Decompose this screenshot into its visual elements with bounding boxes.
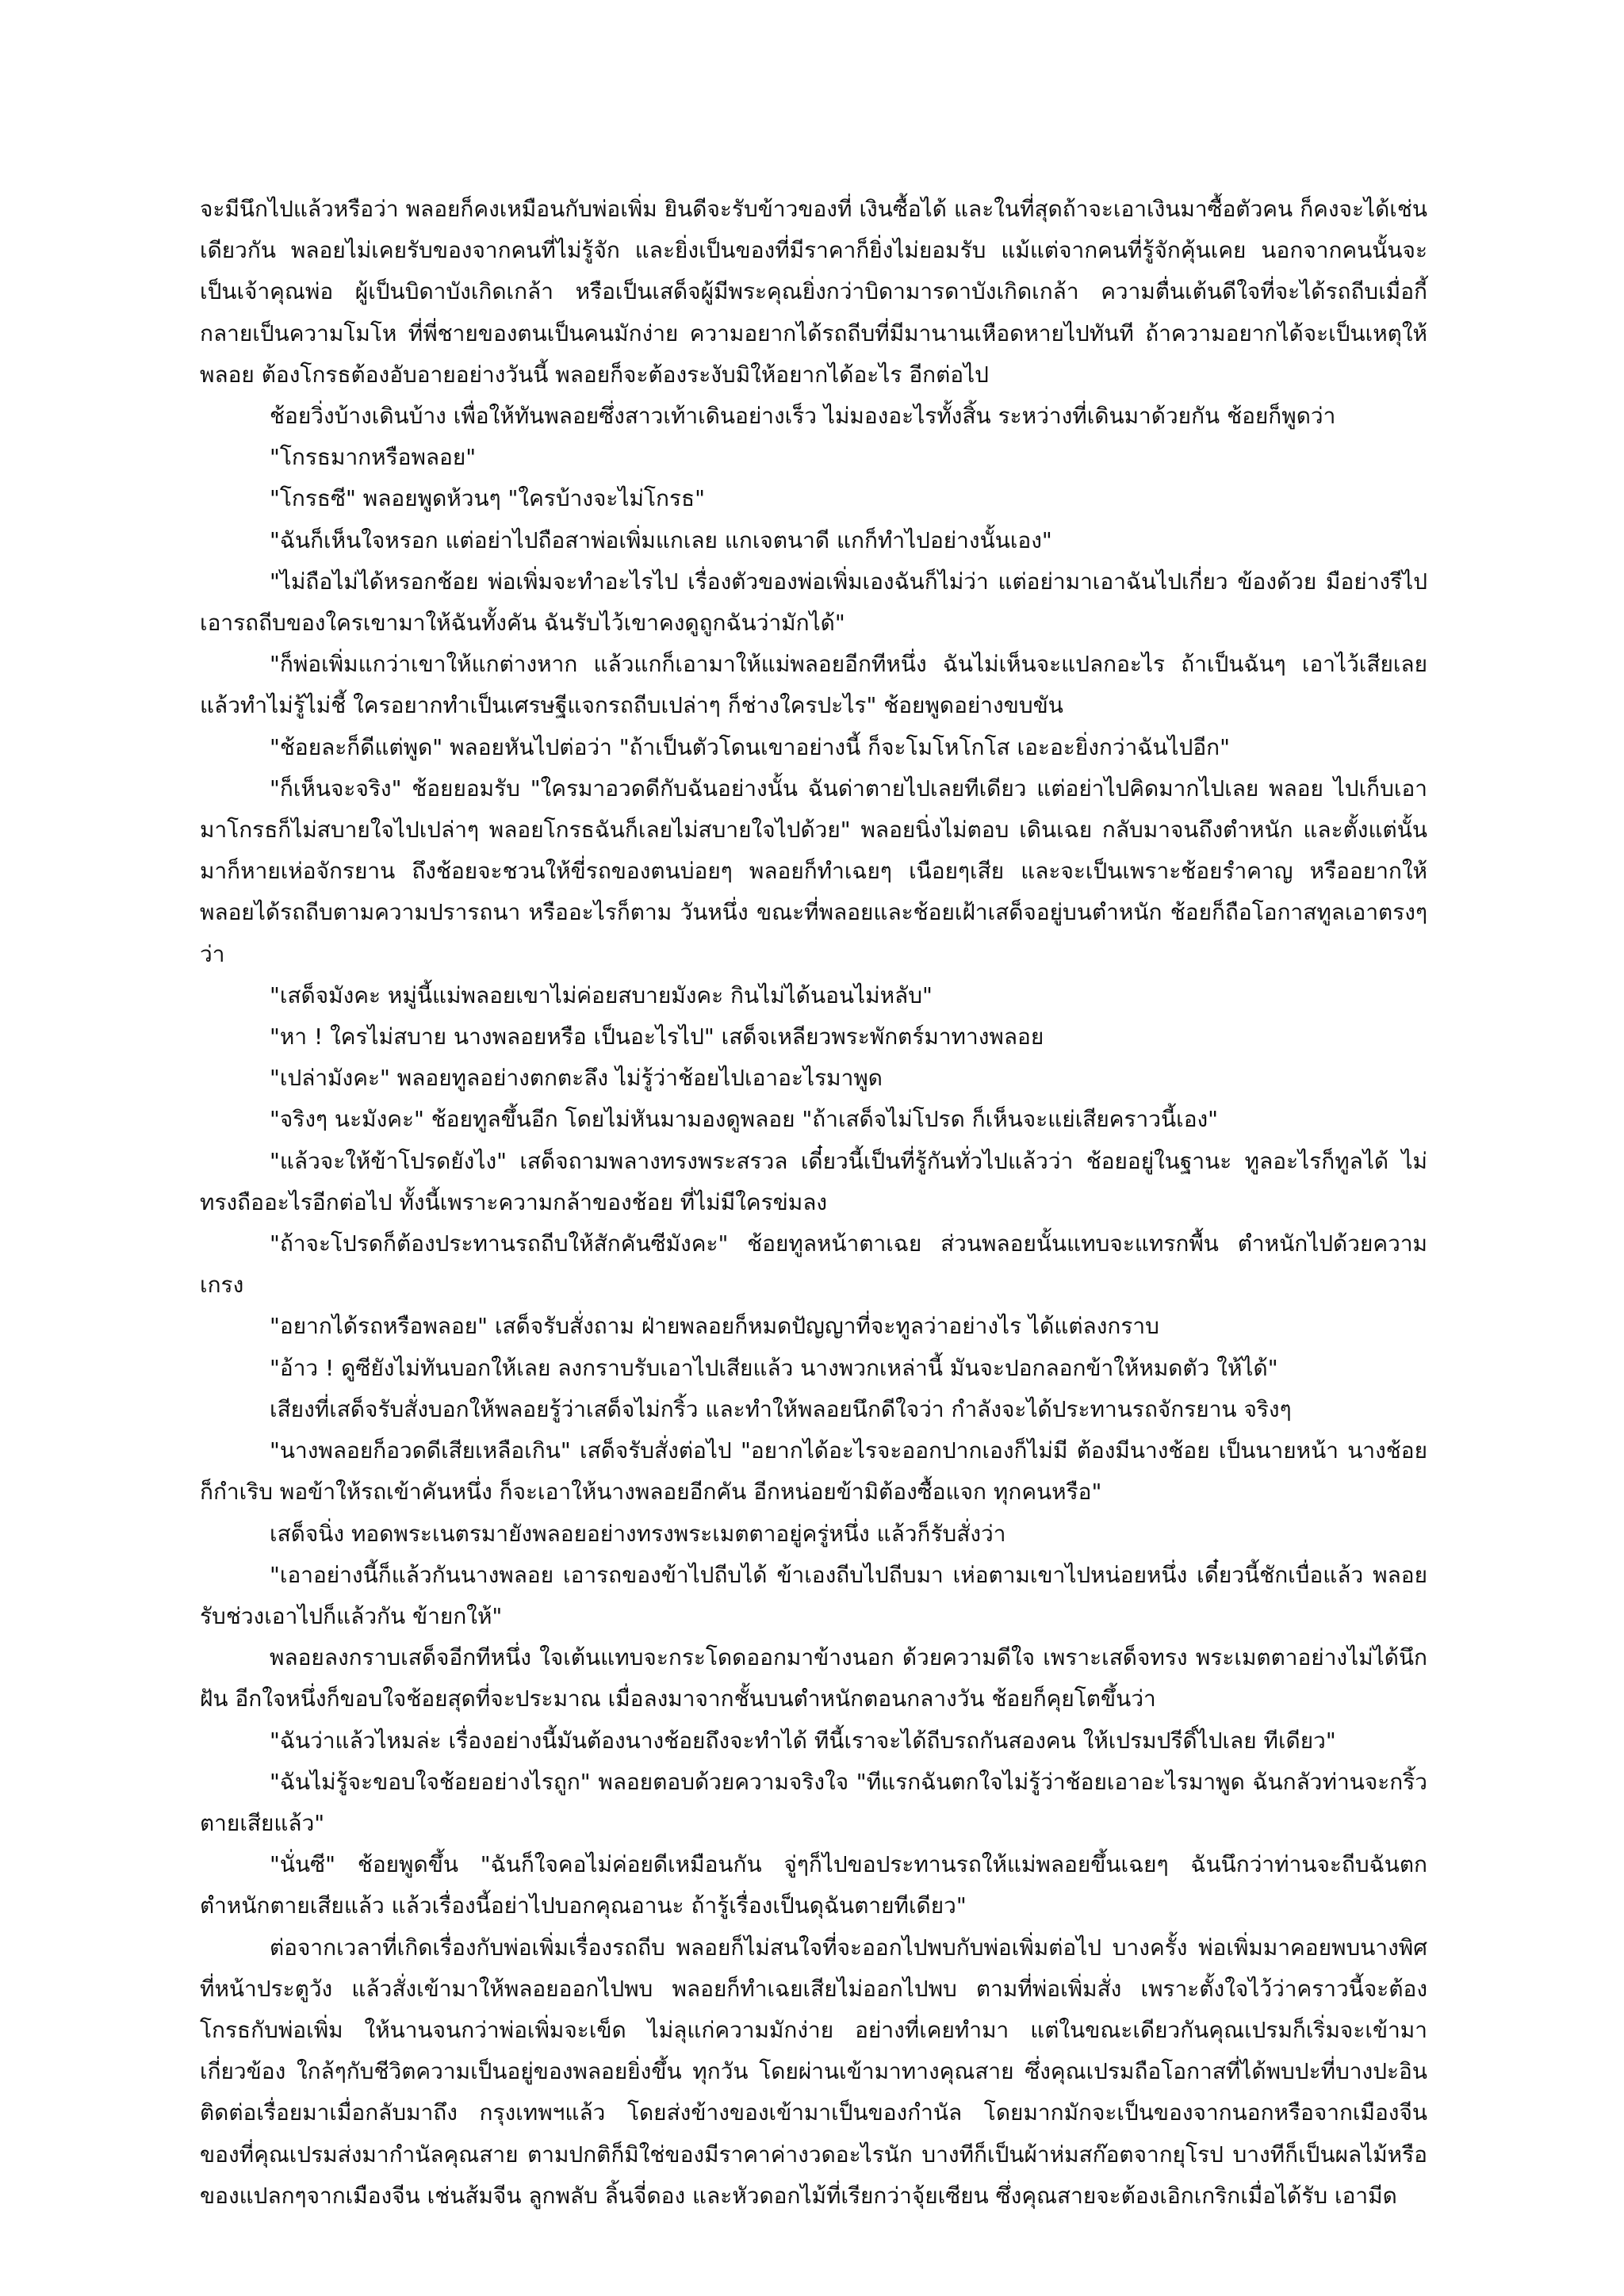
document-paragraph: "ถ้าจะโปรดก็ต้องประทานรถถีบให้สักคันซีมังคะ" ช้อยทูลหน้าตาเฉย ส่วนพลอยนั้นแทบจะแทรกพื้น ตำหนักไปด้วยความเกรง: [200, 1230, 1427, 1299]
document-paragraph: "แล้วจะให้ข้าโปรดยังไง" เสด็จถามพลางทรงพระสรวล เดี๋ยวนี้เป็นที่รู้กันทั่วไปแล้วว่า ช้อยอยู่ในฐานะ ทูลอะไรก็ทูลได้ ไม่ทรงถืออะไรอีกต่อไป ทั้งนี้เพราะความกล้าของช้อย ที่ไม่มีใครข่มลง: [200, 1147, 1427, 1215]
document-paragraph: เสด็จนิ่ง ทอดพระเนตรมายังพลอยอย่างทรงพระเมตตาอยู่ครู่หนึ่ง แล้วก็รับสั่งว่า: [270, 1520, 1006, 1547]
document-paragraph: "โกรธมากหรือพลอย": [270, 444, 477, 471]
document-paragraph: "อยากได้รถหรือพลอย" เสด็จรับสั่งถาม ฝ่ายพลอยก็หมดปัญญาที่จะทูลว่าอย่างไร ได้แต่ลงกราบ: [270, 1313, 1159, 1340]
document-paragraph: เสียงที่เสด็จรับสั่งบอกให้พลอยรู้ว่าเสด็จไม่กริ้ว และทำให้พลอยนึกดีใจว่า กำลังจะได้ประทานรถจักรยาน จริงๆ: [270, 1395, 1292, 1422]
document-paragraph: "หา ! ใครไม่สบาย นางพลอยหรือ เป็นอะไรไป" เสด็จเหลียวพระพักตร์มาทางพลอย: [270, 1024, 1044, 1050]
document-paragraph: "ไม่ถือไม่ได้หรอกช้อย พ่อเพิ่มจะทำอะไรไป เรื่องตัวของพ่อเพิ่มเองฉันก็ไม่ว่า แต่อย่ามาเอาฉันไปเกี่ยว ข้องด้วย มือย่างรีไปเอารถถีบของใครเขามาให้ฉันทั้งคัน ฉันรับไว้เขาคงดูถูกฉันว่ามักได้": [200, 568, 1427, 637]
document-text-body: [200, 189, 1427, 2217]
document-paragraph: "ช้อยละก็ดีแต่พูด" พลอยหันไปต่อว่า "ถ้าเป็นตัวโดนเขาอย่างนี้ ก็จะโมโหโกโส เอะอะยิ่งกว่าฉันไปอีก": [270, 733, 1231, 760]
document-paragraph: ช้อยวิ่งบ้างเดินบ้าง เพื่อให้ทันพลอยซึ่งสาวเท้าเดินอย่างเร็ว ไม่มองอะไรทั้งสิ้น ระหว่างที่เดินมาด้วยกัน ช้อยก็พูดว่า: [270, 403, 1336, 430]
document-paragraph: "เอาอย่างนี้ก็แล้วกันนางพลอย เอารถของข้าไปถีบได้ ข้าเองถีบไปถีบมา เห่อตามเขาไปหน่อยหนึ่ง เดี๋ยวนี้ชักเบื่อแล้ว พลอยรับช่วงเอาไปก็แล้วกัน ข้ายกให้": [200, 1561, 1427, 1629]
document-paragraph: "นั่นซี" ช้อยพูดขึ้น "ฉันก็ใจคอไม่ค่อยดีเหมือนกัน จู่ๆก็ไปขอประทานรถให้แม่พลอยขึ้นเฉยๆ ฉันนึกว่าท่านจะถีบฉันตกตำหนักตายเสียแล้ว แล้วเรื่องนี้อย่าไปบอกคุณอานะ ถ้ารู้เรื่องเป็นดุฉันตายทีเดียว": [200, 1851, 1427, 1919]
document-paragraph: "ฉันไม่รู้จะขอบใจช้อยอย่างไรถูก" พลอยตอบด้วยความจริงใจ "ทีแรกฉันตกใจไม่รู้ว่าช้อยเอาอะไรมาพูด ฉันกลัวท่านจะกริ้วตายเสียแล้ว": [200, 1768, 1427, 1836]
document-paragraph: พลอยลงกราบเสด็จอีกทีหนึ่ง ใจเต้นแทบจะกระโดดออกมาข้างนอก ด้วยความดีใจ เพราะเสด็จทรง พระเมตตาอย่างไม่ได้นึกฝัน อีกใจหนึ่งก็ขอบใจช้อยสุดที่จะประมาณ เมื่อลงมาจากชั้นบนตำหนักตอนกลางวัน ช้อยก็คุยโตขึ้นว่า: [200, 1644, 1427, 1712]
document-paragraph: "นางพลอยก็อวดดีเสียเหลือเกิน" เสด็จรับสั่งต่อไป "อยากได้อะไรจะออกปากเองก็ไม่มี ต้องมีนางช้อย เป็นนายหน้า นางช้อยก็กำเริบ พอข้าให้รถเข้าคันหนึ่ง ก็จะเอาให้นางพลอยอีกคัน อีกหน่อยข้ามิต้องซื้อแจก ทุกคนหรือ": [200, 1437, 1427, 1506]
document-paragraph: จะมีนึกไปแล้วหรือว่า พลอยก็คงเหมือนกับพ่อเพิ่ม ยินดีจะรับข้าวของที่ เงินซื้อได้ และในที่สุดถ้าจะเอาเงินมาซื้อตัวคน ก็คงจะได้เช่นเดียวกัน พลอยไม่เคยรับของจากคนที่ไม่รู้จัก และยิ่งเป็นของที่มีราคาก็ยิ่งไม่ยอมรับ แม้แต่จากคนที่รู้จักคุ้นเคย นอกจากคนนั้นจะเป็นเจ้าคุณพ่อ ผู้เป็นบิดาบังเกิดเกล้า หรือเป็นเสด็จผู้มีพระคุณยิ่งกว่าบิดามารดาบังเกิดเกล้า ความตื่นเต้นดีใจที่จะได้รถถีบเมื่อกี้กลายเป็นความโมโห ที่พี่ชายของตนเป็นคนมักง่าย ความอยากได้รถถีบที่มีมานานเหือดหายไปทันที ถ้าความอยากได้จะเป็นเหตุให้พลอย ต้องโกรธต้องอับอายอย่างวันนี้ พลอยก็จะต้องระงับมิให้อยากได้อะไร อีกต่อไป: [200, 196, 1427, 388]
document-paragraph: "โกรธซี" พลอยพูดห้วนๆ "ใครบ้างจะไม่โกรธ": [270, 485, 705, 512]
document-paragraph: ต่อจากเวลาที่เกิดเรื่องกับพ่อเพิ่มเรื่องรถถีบ พลอยก็ไม่สนใจที่จะออกไปพบกับพ่อเพิ่มต่อไป บางครั้ง พ่อเพิ่มมาคอยพบนางพิศที่หน้าประตูวัง แล้วสั่งเข้ามาให้พลอยออกไปพบ พลอยก็ทำเฉยเสียไม่ออกไปพบ ตามที่พ่อเพิ่มสั่ง เพราะตั้งใจไว้ว่าคราวนี้จะต้องโกรธกับพ่อเพิ่ม ให้นานจนกว่าพ่อเพิ่มจะเข็ด ไม่ลุแก่ความมักง่าย อย่างที่เคยทำมา แต่ในขณะเดียวกันคุณเปรมก็เริ่มจะเข้ามาเกี่ยวข้อง ใกล้ๆกับชีวิตความเป็นอยู่ของพลอยยิ่งขึ้น ทุกวัน โดยผ่านเข้ามาทางคุณสาย ซึ่งคุณเปรมถือโอกาสที่ได้พบปะที่บางปะอินติดต่อเรื่อยมาเมื่อกลับมาถึง กรุงเทพฯแล้ว โดยส่งข้างของเข้ามาเป็นของกำนัล โดยมากมักจะเป็นของจากนอกหรือจากเมืองจีน ของที่คุณเปรมส่งมากำนัลคุณสาย ตามปกติก็มิใช่ของมีราคาค่างวดอะไรนัก บางทีก็เป็นผ้าห่มสก๊อตจากยุโรป บางทีก็เป็นผลไม้หรือของแปลกๆจากเมืองจีน เช่นส้มจีน ลูกพลับ ลิ้นจี่ดอง และหัวดอกไม้ที่เรียกว่าจุ้ยเซียน ซึ่งคุณสายจะต้องเอิกเกริกเมื่อได้รับ เอามีด: [200, 1934, 1427, 2209]
document-paragraph: "ก็เห็นจะจริง" ช้อยยอมรับ "ใครมาอวดดีกับฉันอย่างนั้น ฉันด่าตายไปเลยทีเดียว แต่อย่าไปคิดมากไปเลย พลอย ไปเก็บเอามาโกรธก็ไม่สบายใจไปเปล่าๆ พลอยโกรธฉันก็เลยไม่สบายใจไปด้วย" พลอยนิ่งไม่ตอบ เดินเฉย กลับมาจนถึงตำหนัก และตั้งแต่นั้นมาก็หายเห่อจักรยาน ถึงช้อยจะชวนให้ขี่รถของตนบ่อยๆ พลอยก็ทำเฉยๆ เนือยๆเสีย และจะเป็นเพราะช้อยรำคาญ หรืออยากให้พลอยได้รถถีบตามความปรารถนา หรืออะไรก็ตาม วันหนึ่ง ขณะที่พลอยและช้อยเฝ้าเสด็จอยู่บนตำหนัก ช้อยก็ถือโอกาสทูลเอาตรงๆ ว่า: [200, 775, 1427, 967]
document-paragraph: "ก็พ่อเพิ่มแกว่าเขาให้แกต่างหาก แล้วแกก็เอามาให้แม่พลอยอีกทีหนึ่ง ฉันไม่เห็นจะแปลกอะไร ถ้าเป็นฉันๆ เอาไว้เสียเลยแล้วทำไม่รู้ไม่ชี้ ใครอยากทำเป็นเศรษฐีแจกรถถีบเปล่าๆ ก็ช่างใครปะไร" ช้อยพูดอย่างขบขัน: [200, 651, 1427, 719]
document-paragraph: "ฉันว่าแล้วไหมล่ะ เรื่องอย่างนี้มันต้องนางช้อยถึงจะทำได้ ทีนี้เราจะได้ถีบรถกันสองคน ให้เปรมปรีดิ์ไปเลย ทีเดียว": [270, 1727, 1336, 1754]
document-paragraph: "อ้าว ! ดูซียังไม่ทันบอกให้เลย ลงกราบรับเอาไปเสียแล้ว นางพวกเหล่านี้ มันจะปอกลอกข้าให้หมดตัว ให้ได้": [270, 1354, 1278, 1381]
document-paragraph: "เปล่ามังคะ" พลอยทูลอย่างตกตะลึง ไม่รู้ว่าช้อยไปเอาอะไรมาพูด: [270, 1065, 883, 1092]
document-paragraph: "จริงๆ นะมังคะ" ช้อยทูลขึ้นอีก โดยไม่หันมามองดูพลอย "ถ้าเสด็จไม่โปรด ก็เห็นจะแย่เสียคราวนี้เอง": [270, 1106, 1219, 1133]
document-paragraph: "ฉันก็เห็นใจหรอก แต่อย่าไปถือสาพ่อเพิ่มแกเลย แกเจตนาดี แกก็ทำไปอย่างนั้นเอง": [270, 526, 1052, 553]
document-paragraph: "เสด็จมังคะ หมู่นี้แม่พลอยเขาไม่ค่อยสบายมังคะ กินไม่ได้นอนไม่หลับ": [270, 982, 933, 1008]
